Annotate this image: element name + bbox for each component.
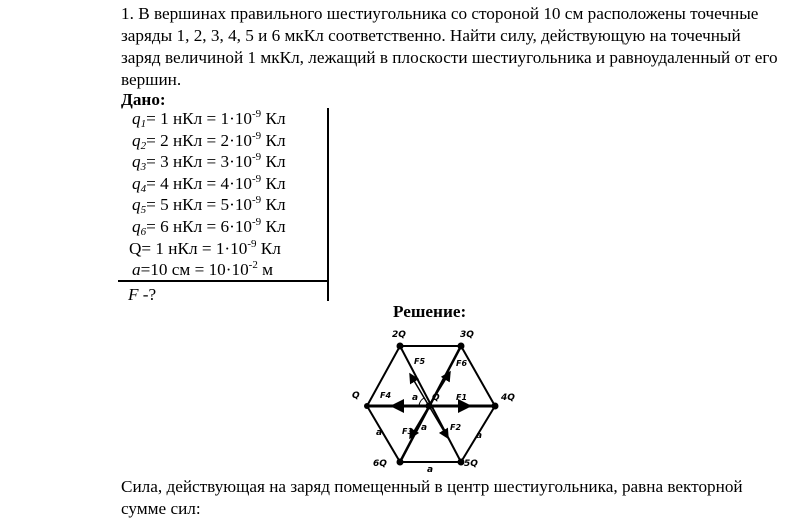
given-line: $q_2= 2$ нКл = $2\cdot 10^{-9}$ Кл [132,129,286,152]
force-label-f2: F2 [450,423,462,432]
angle-label: a [412,393,419,403]
find-line: F -? [128,285,157,304]
charge-dot [364,403,370,409]
problem-statement: 1. В вершинах правильного шестиугольника со стороной 10 см расположены точечные заряды 1, 2, 3, 4, 5 и 6 мкКл соответственно. Найти силу, действующую на точечный заряд величиной 1 мкКл, лежащий в плоскости шестиугольника и равноудаленный от его вершин. [121,4,778,89]
vertex-label-q: Q [352,391,360,401]
force-label-f3: F3 [402,427,414,436]
solution-title: Решение: [393,302,467,321]
charge-dot [458,343,465,350]
conclusion-text: Сила, действующая на заряд помещенный в центр шестиугольника, равна векторной сумме сил: [121,477,743,518]
vertex-label-4q: 4Q [501,393,515,403]
charge-dot [397,459,404,466]
angle-label: a [421,423,428,433]
charge-dot [492,403,499,410]
vertex-label-3q: 3Q [460,330,474,340]
given-title: Дано: [121,90,166,109]
vertex-label-6q: 6Q [373,459,387,469]
center-label-q: Q [432,393,440,403]
given-line: $q_1= 1$ нКл = $1\cdot 10^{-9}$ Кл [132,108,286,130]
hexagon-diagram [340,320,530,472]
side-label-a: a [476,431,483,441]
given-divider-horizontal [118,280,329,282]
given-line: $q_6= 6$ нКл = $6\cdot 10^{-9}$ Кл [132,215,286,238]
given-line: $q_3= 3$ нКл = $3\cdot 10^{-9}$ Кл [132,151,286,174]
side-label-a: a [427,465,434,472]
vertex-label-5q: 5Q [464,459,478,469]
given-line: $q_5= 5$ нКл = $5\cdot 10^{-9}$ Кл [132,194,286,217]
side-label-a: a [376,428,383,438]
given-divider-vertical [327,108,329,301]
charge-dot [426,403,433,410]
given-line: a=10 см = $10\cdot 10^{-2}$ м [132,259,274,280]
vertex-label-2q: 2Q [392,330,406,340]
charge-dot [397,343,404,350]
force-label-f6: F6 [456,359,468,368]
force-label-f5: F5 [414,357,426,366]
force-label-f1: F1 [456,393,468,402]
force-label-f4: F4 [380,391,392,400]
given-line: $q_4= 4$ нКл = $4\cdot 10^{-9}$ Кл [132,172,286,195]
given-list [121,108,329,281]
given-line: Q= 1 нКл = $1\cdot 10^{-9}$ Кл [129,237,281,258]
force-arrow [429,406,448,438]
